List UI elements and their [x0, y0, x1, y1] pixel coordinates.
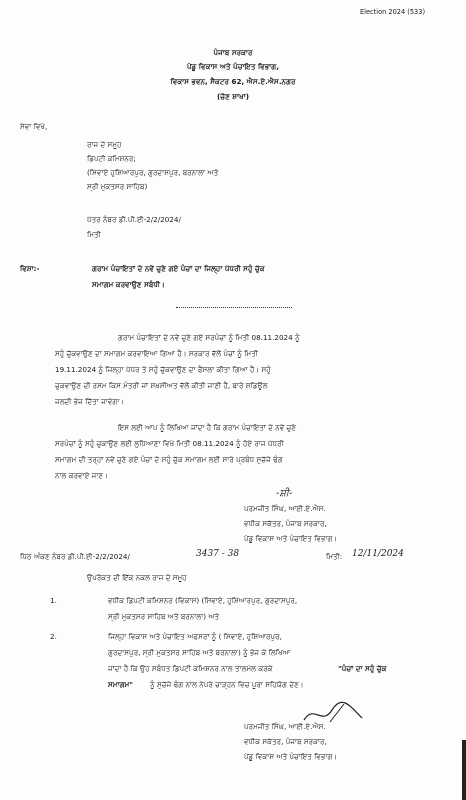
copy-item-2-line-1: ਜਿਲ੍ਹਾ ਵਿਕਾਸ ਅਤੇ ਪੰਚਾਇਤ ਅਫਸਰਾਂ ਨੂੰ ( ਸਿਵਾਏ, ਹੁਸ਼ਿਆਰਪੁਰ,: [108, 632, 282, 641]
para2-line: ਸਮਾਗਮ ਦੀ ਤਰ੍ਹਾਂ ਨਵੇਂ ਚੁਣੇ ਗਏ ਪੰਚਾਂ ਦੇ ਸਹੁੰ ਚੁੱਕ ਸਮਾਗਮ ਲਈ ਸਾਰੇ ਪ੍ਰਬੰਧ ਸੁਚੱਜੇ ਢੰਗ: [55, 455, 283, 464]
signatory-2-title: ਵਧੀਕ ਸਕੱਤਰ, ਪੰਜਾਬ ਸਰਕਾਰ,: [244, 737, 327, 746]
addressee-line-4: ਸ੍ਰੀ ਮੁਕਤਸਰ ਸਾਹਿਬ): [87, 182, 148, 191]
addressee-line-1: ਰਾਜ ਦੇ ਸਮੂਹ: [87, 140, 122, 149]
copy-item-number: 1.: [50, 596, 57, 605]
para2-line: ਇਸ ਲਈ ਆਪ ਨੂੰ ਲਿਖਿਆ ਜਾਂਦਾ ਹੈ ਕਿ ਗਰਾਮ ਪੰਚਾਇਤਾਂ ਦੇ ਨਵੇਂ ਚੁਣੇ: [118, 423, 297, 432]
dotted-separator: [176, 307, 292, 308]
para1-line: ਚੁਕਵਾਉਣ ਦੀ ਰਸਮ ਕਿਸ ਮੰਤਰੀ ਜਾਂ ਸ਼ਖ਼ਸੀਅਤ ਵੱਲੋਂ ਕੀਤੀ ਜਾਣੀ ਹੈ, ਬਾਰੇ ਸ਼ਡਿਊਲ: [55, 381, 268, 390]
header-address: ਵਿਕਾਸ ਭਵਨ, ਸੈਕਟਰ 62, ਐਸ.ਏ.ਐਸ.ਨਗਰ: [170, 77, 296, 86]
letter-number: ਪੱਤਰ ਨੰਬਰ ਡੀ.ਪੀ.ਈ-2/2/2024/: [87, 215, 181, 224]
addressee-line-2: ਡਿਪਟੀ ਕਮਿਸ਼ਨਰ;: [87, 154, 136, 163]
copy-item-2-line-4b: ਨੂੰ ਸੁਚੱਜੇ ਢੰਗ ਨਾਲ ਨੇਪਰੇ ਚਾੜ੍ਹਨ ਵਿਚ ਪੂਰਾ ਸਹਿਯੋਗ ਦੇਣ।: [150, 680, 304, 689]
para1-line: ਸਹੁੰ ਚੁੱਕਵਾਉਣ ਦਾ ਸਮਾਗਮ ਕਰਵਾਇਆ ਗਿਆ ਹੈ। ਸਰਕਾਰ ਵੱਲੋਂ ਪੰਚਾਂ ਨੂੰ ਮਿਤੀ: [55, 349, 259, 358]
signatory-name: ਪਰਮਜੀਤ ਸਿੰਘ, ਆਈ.ਏ.ਐਸ.: [244, 504, 326, 513]
signatory-2-name: ਪਰਮਜੀਤ ਸਿੰਘ, ਆਈ.ਏ.ਐਸ.: [244, 722, 326, 731]
para2-line: ਸਰਪੰਚਾਂ ਨੂੰ ਸਹੁੰ ਚੁਕਾਉਣ ਲਈ ਲੁਧਿਆਣਾ ਵਿਖੇ ਮਿਤੀ 08.11.2024 ਨੂੰ ਹੋਏ ਰਾਜ ਪੱਧਰੀ: [55, 439, 284, 448]
copy-item-2-line-3b: "ਪੰਚਾਂ ਦਾ ਸਹੁੰ ਚੁੱਕ: [338, 664, 387, 673]
signatory-2-department: ਪੇਂਡੂ ਵਿਕਾਸ ਅਤੇ ਪੰਚਾਇਤ ਵਿਭਾਗ।: [244, 752, 338, 761]
corner-reference: Election 2024 (533): [360, 8, 426, 16]
para1-line: ਜਲਦੀ ਭੇਜ ਦਿੱਤਾ ਜਾਵੇਗਾ।: [55, 397, 125, 406]
subject-line-2: ਸਮਾਗਮ ਕਰਵਾਉਣ ਸਬੰਧੀ।: [92, 280, 165, 289]
page-edge-shadow: [462, 740, 466, 800]
copy-item-2-line-3a: ਜਾਂਦਾ ਹੈ ਕਿ ਉਹ ਸਬੰਧਤ ਡਿਪਟੀ ਕਮਿਸ਼ਨਰ ਨਾਲ ਤਾਲਮੇਲ ਕਰਕੇ: [108, 664, 273, 673]
para1-line: 19.11.2024 ਨੂੰ ਜਿਲ੍ਹਾ ਪੱਧਰ ਤੇ ਸਹੁੰ ਚੁੱਕਵਾਉਣ ਦਾ ਫੈਸਲਾ ਕੀਤਾ ਗਿਆ ਹੈ। ਸਹੁੰ: [55, 365, 271, 374]
endorsement-date-handwritten: 12/11/2024: [352, 549, 404, 559]
copy-item-2-line-4a: ਸਮਾਗਮ": [108, 680, 134, 689]
subject-line-1: ਗਰਾਮ ਪੰਚਾਇਤਾਂ ਦੇ ਨਵੇਂ ਚੁਣੇ ਗਏ ਪੰਚਾਂ ਦਾ ਜਿਲ੍ਹਾ ਪੱਧਰੀ ਸਹੁੰ ਚੁੱਕ: [92, 264, 265, 273]
signatory-title: ਵਧੀਕ ਸਕੱਤਰ, ਪੰਜਾਬ ਸਰਕਾਰ,: [244, 519, 327, 528]
endorsement-date-label: ਮਿਤੀ:: [326, 552, 343, 561]
addressee-salutation: ਸੇਵਾ ਵਿਖੇ,: [20, 122, 48, 131]
header-government: ਪੰਜਾਬ ਸਰਕਾਰ: [213, 48, 253, 57]
endorsement-number: ਪਿੱਠ ਅੰਕਣ ਨੰਬਰ ਡੀ.ਪੀ.ਈ-2/2/2024/: [20, 552, 130, 561]
endorsement-number-handwritten: 3437 - 38: [196, 549, 240, 559]
para2-line: ਨਾਲ ਕਰਵਾਏ ਜਾਣ।: [55, 471, 108, 480]
header-department: ਪੇਂਡੂ ਵਿਕਾਸ ਅਤੇ ਪੰਚਾਇਤ ਵਿਭਾਗ,: [186, 62, 280, 71]
addressee-line-3: (ਸਿਵਾਏ ਹੁਸ਼ਿਆਰਪੁਰ, ਗੁਰਦਾਸਪੁਰ, ਬਰਨਾਲਾ ਅਤੇ: [87, 168, 219, 177]
copy-item-1-line-2: ਸ੍ਰੀ ਮੁਕਤਸਰ ਸਾਹਿਬ ਅਤੇ ਬਰਨਾਲਾ) ਅਤੇ: [108, 612, 220, 621]
copy-item-2-line-2: ਗੁਰਦਾਸਪੁਰ, ਸ੍ਰੀ ਮੁਕਤਸਰ ਸਾਹਿਬ ਅਤੇ ਬਰਨਾਲਾ) ਨੂੰ ਭੇਜ ਕੇ ਲਿਖਿਆ: [108, 648, 291, 657]
header-branch: (ਚੋਣ ਸ਼ਾਖਾ): [216, 92, 250, 101]
signature-initial: -ਸ਼ੀ-: [276, 488, 293, 499]
para1-line: ਗਰਾਮ ਪੰਚਾਇਤਾਂ ਦੇ ਨਵੇਂ ਚੁਣੇ ਗਏ ਸਰਪੰਚਾਂ ਨੂੰ ਮਿਤੀ 08.11.2024 ਨੂੰ: [118, 333, 300, 342]
signatory-department: ਪੇਂਡੂ ਵਿਕਾਸ ਅਤੇ ਪੰਚਾਇਤ ਵਿਭਾਗ।: [244, 534, 338, 543]
subject-label: ਵਿਸ਼ਾ:-: [20, 264, 40, 273]
copy-item-number: 2.: [50, 632, 57, 641]
copy-item-1-line-1: ਵਧੀਕ ਡਿਪਟੀ ਕਮਿਸ਼ਨਰ (ਵਿਕਾਸ) (ਸਿਵਾਏ, ਹੁਸ਼ਿਆਰਪੁਰ, ਗੁਰਦਾਸਪੁਰ,: [108, 596, 298, 605]
copy-intro: ਉਪਰੋਕਤ ਦੀ ਇੱਕ ਨਕਲ ਰਾਜ ਦੇ ਸਮੂਹ: [87, 573, 187, 582]
letter-date-label: ਮਿਤੀ: [87, 230, 101, 239]
